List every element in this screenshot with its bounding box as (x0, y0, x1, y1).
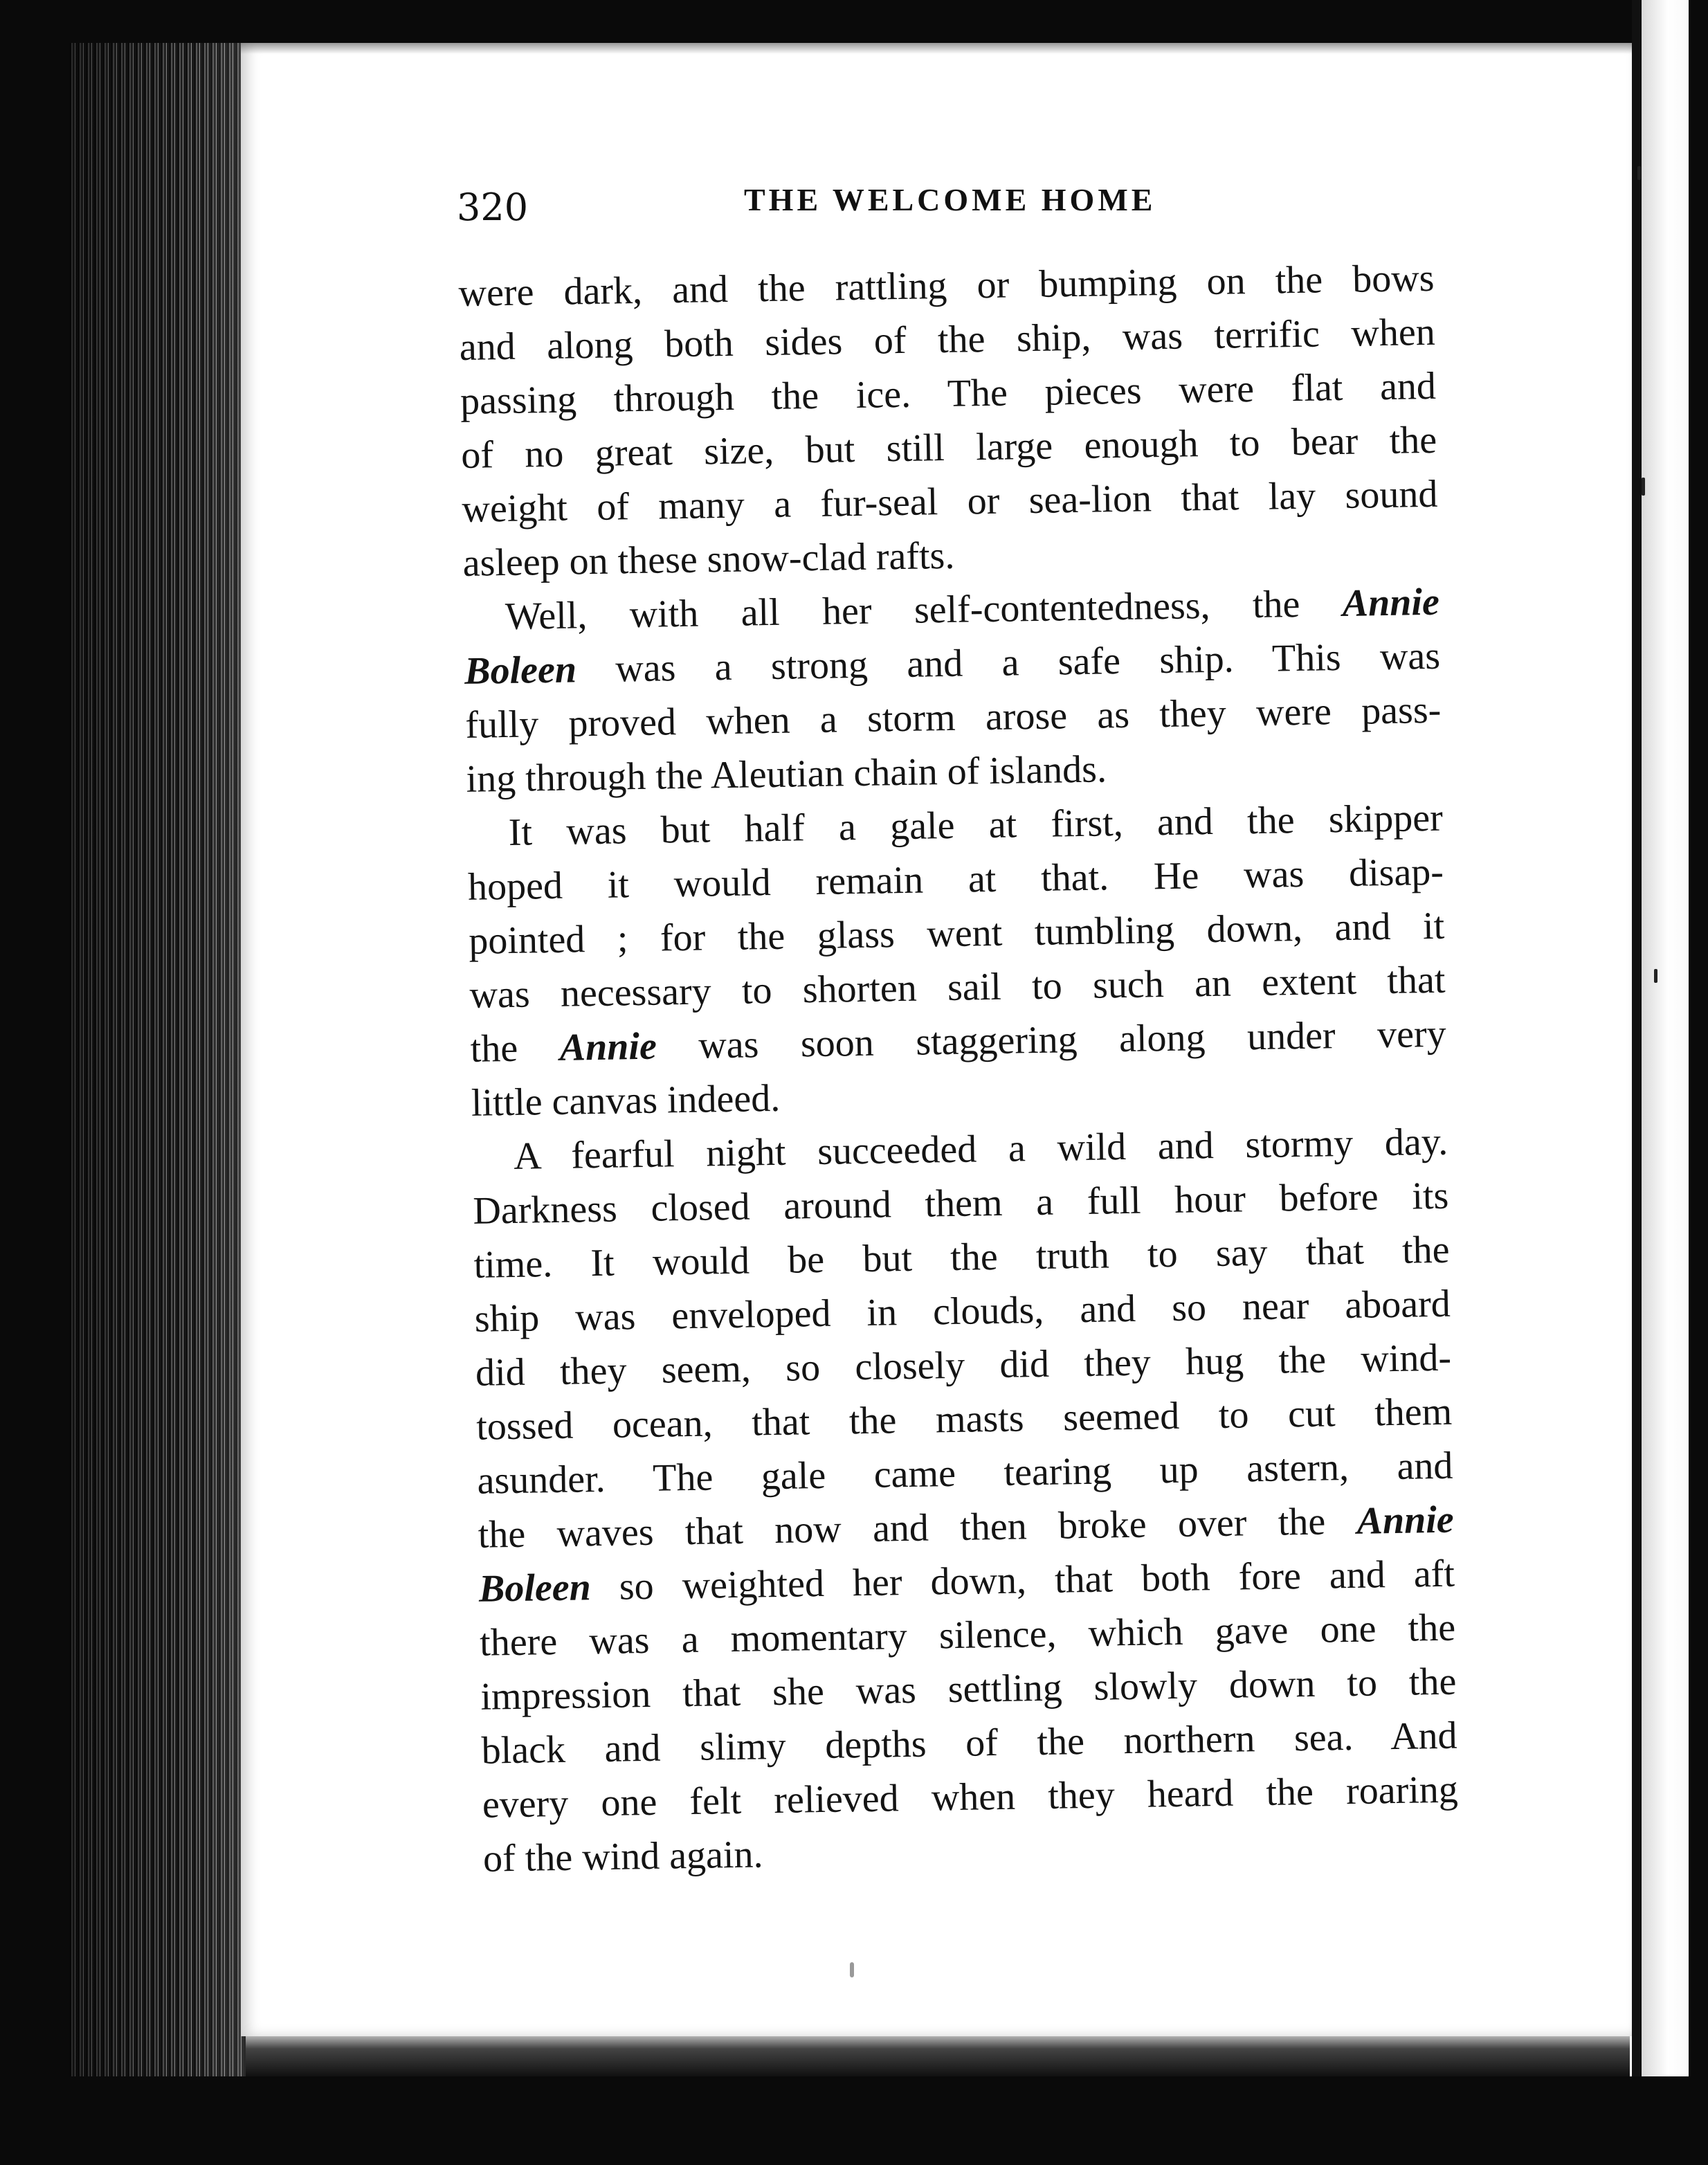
book-gutter (1632, 0, 1642, 2076)
running-head (457, 179, 1564, 234)
page-top-shadow (241, 43, 1632, 54)
italic-ship-name: Boleen (464, 648, 577, 693)
text-segment: was soon staggering along under very (656, 1012, 1447, 1068)
text-segment: the waves that now and then broke over the (478, 1499, 1358, 1557)
paragraph (472, 1115, 1460, 1886)
scan-speck (850, 1962, 854, 1977)
paragraph (458, 251, 1439, 590)
text-line: asunder. The gale came tearing up astern, and (477, 1444, 1453, 1503)
body-text (458, 251, 1460, 1886)
text-line: and along both sides of the ship, was terrific when (459, 310, 1436, 369)
page-edges-shade (69, 43, 246, 2076)
scan-speck (1642, 478, 1645, 496)
text-line: weight of many a fur-seal or sea-lion that lay sound (462, 472, 1438, 531)
text-line: impression that she was settling slowly down to the (480, 1660, 1457, 1719)
italic-ship-name: Annie (559, 1024, 657, 1069)
text-line: was necessary to shorten sail to such an extent that (469, 958, 1446, 1017)
text-line: passing through the ice. The pieces were flat and (460, 364, 1437, 423)
text-line: ing through the Aleutian chain of islands. (466, 748, 1107, 801)
scan-speck (1637, 166, 1641, 180)
scan-background-top (0, 0, 1708, 43)
text-line: every one felt relieved when they heard the roaring (482, 1768, 1459, 1827)
scan-background-left (0, 0, 69, 2165)
scan-background-bottom (0, 2076, 1708, 2165)
text-segment: so weighted her down, that both fore and aft (590, 1552, 1455, 1609)
text-line: did they seem, so closely did they hug the wind- (475, 1336, 1452, 1395)
text-line: pointed ; for the glass went tumbling down, and it (468, 904, 1445, 963)
text-segment: Well, with all her self-contentedness, the (505, 581, 1343, 638)
paragraph (466, 791, 1447, 1130)
facing-page-edge (1689, 0, 1708, 2076)
text-line: time. It would be but the truth to say that the (473, 1228, 1450, 1287)
text-line: asleep on these snow-clad rafts. (462, 534, 955, 585)
text-line: Darkness closed around them a full hour before its (472, 1174, 1449, 1233)
text-line: of no great size, but still large enough to bear the (460, 418, 1437, 477)
italic-ship-name: Annie (1342, 580, 1440, 625)
page-heading: THE WELCOME HOME (744, 182, 1156, 217)
text-segment: was a strong and a safe ship. This was (576, 634, 1441, 691)
text-line: A fearful night succeeded a wild and stormy day. (513, 1120, 1448, 1178)
paragraph (463, 575, 1442, 806)
text-line: were dark, and the rattling or bumping on the bows (458, 256, 1435, 315)
text-line: hoped it would remain at that. He was disap- (467, 850, 1444, 909)
text-line: there was a momentary silence, which gave one the (479, 1606, 1456, 1665)
text-line: little canvas indeed. (471, 1076, 781, 1125)
text-line: It was but half a gale at first, and the skipper (508, 796, 1444, 854)
italic-ship-name: Annie (1356, 1498, 1455, 1543)
book-bottom-edge (246, 2035, 1630, 2076)
text-line: tossed ocean, that the masts seemed to cut them (475, 1390, 1453, 1449)
text-segment: the (470, 1026, 561, 1071)
scan-speck (1654, 969, 1657, 983)
italic-ship-name: Boleen (478, 1566, 592, 1611)
text-line: ship was enveloped in clouds, and so near aboard (474, 1282, 1451, 1341)
text-line: black and slimy depths of the northern sea. And (481, 1714, 1458, 1773)
text-line: of the wind again. (482, 1833, 763, 1881)
text-line: fully proved when a storm arose as they were pass- (464, 688, 1442, 747)
page-number: 320 (457, 185, 529, 229)
